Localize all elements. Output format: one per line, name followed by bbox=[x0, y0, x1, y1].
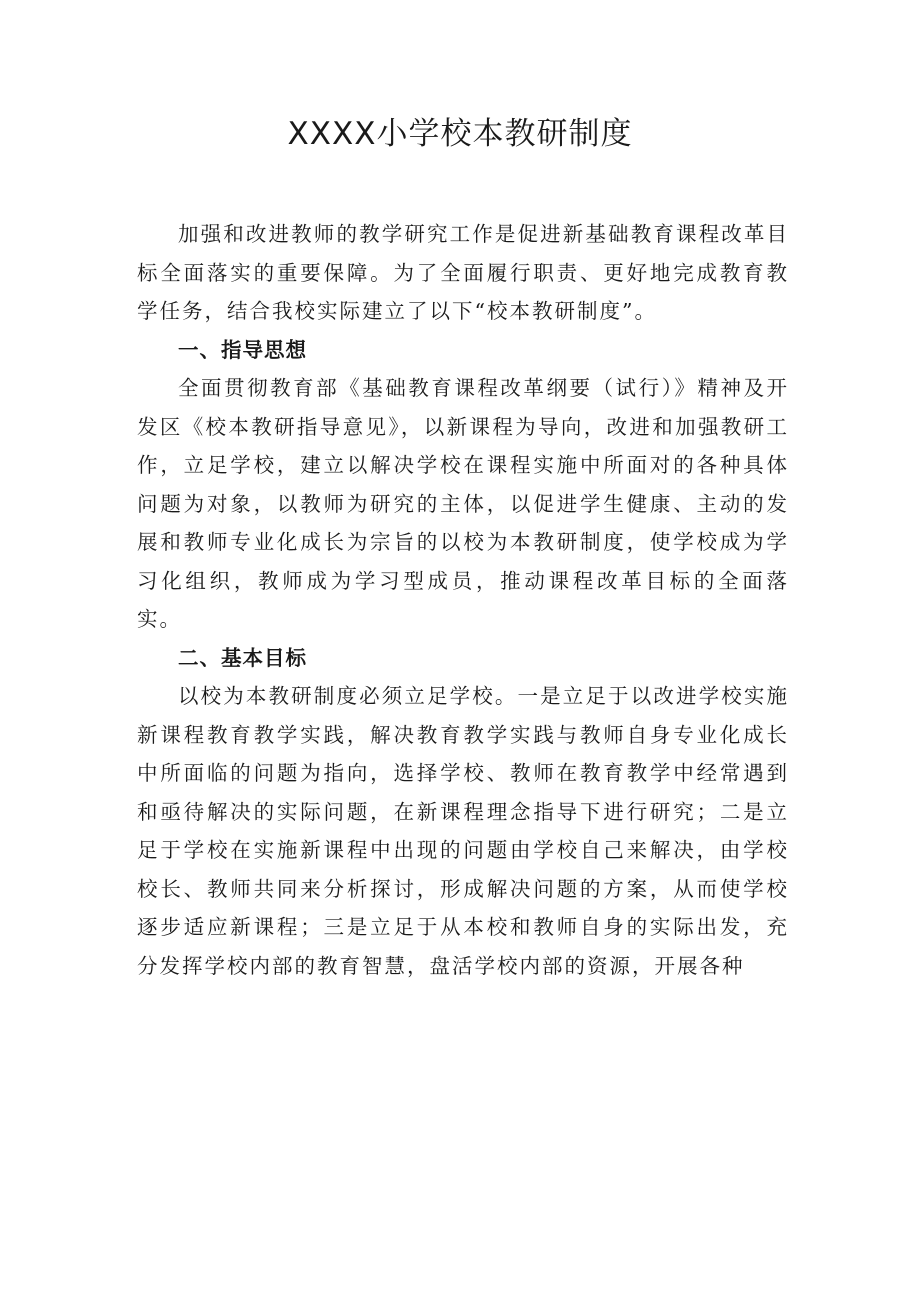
document-title: XXXX小学校本教研制度 bbox=[287, 116, 633, 152]
intro-paragraph: 加强和改进教师的教学研究工作是促进新基础教育课程改革目标全面落实的重要保障。为了全面履行职责、更好地完成教育教学任务，结合我校实际建立了以下“校本教研制度”。 bbox=[137, 222, 789, 323]
document-body bbox=[137, 215, 789, 985]
section-paragraph-basic-goals: 以校为本教研制度必须立足学校。一是立足于以改进学校实施新课程教育教学实践，解决教育教学实践与教师自身专业化成长中所面临的问题为指向，选择学校、教师在教育教学中经常遇到和亟待解决的实际问题，在新课程理念指导下进行研究；二是立足于学校在实施新课程中出现的问题由学校自己来解决，由学校校长、教师共同来分析探讨，形成解决问题的方案，从而使学校逐步适应新课程；三是立足于从本校和教师自身的实际出发，充分发挥学校内部的教育智慧，盘活学校内部的资源，开展各种 bbox=[137, 684, 789, 978]
section-paragraph-guiding-ideology: 全面贯彻教育部《基础教育课程改革纲要（试行）》精神及开发区《校本教研指导意见》，以新课程为导向，改进和加强教研工作，立足学校，建立以解决学校在课程实施中所面对的各种具体问题为对象，以教师为研究的主体，以促进学生健康、主动的发展和教师专业化成长为宗旨的以校为本教研制度，使学校成为学习化组织，教师成为学习型成员，推动课程改革目标的全面落实。 bbox=[137, 376, 789, 631]
section-heading-basic-goals: 二、基本目标 bbox=[178, 645, 307, 670]
section-heading-guiding-ideology: 一、指导思想 bbox=[178, 337, 307, 362]
